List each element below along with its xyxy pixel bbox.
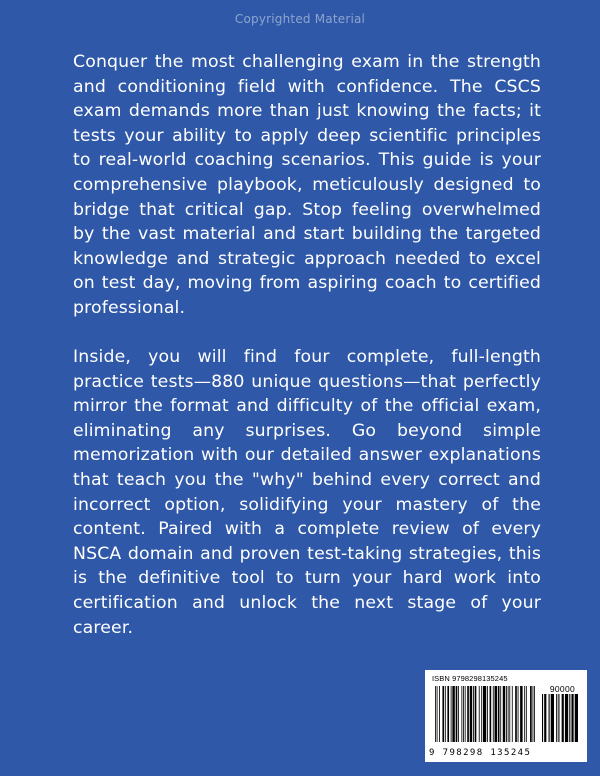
barcode-bar [439, 686, 440, 742]
barcode-bar [556, 694, 557, 742]
barcode-bar [445, 686, 446, 742]
barcode-bar [470, 686, 472, 742]
barcode-bar [526, 686, 527, 742]
barcode-bar [500, 686, 501, 742]
barcode-bar [447, 686, 449, 742]
barcode-bar [512, 686, 513, 742]
barcode-bar [465, 686, 466, 742]
barcode-bar [437, 686, 438, 742]
price-code: 90000 [549, 684, 575, 694]
barcode-bar [498, 686, 500, 742]
barcode-bar [481, 686, 482, 742]
barcode-bar [452, 686, 454, 742]
barcode-bar [483, 686, 486, 742]
barcode-bar [520, 686, 522, 742]
barcode-bar [565, 694, 568, 742]
barcode-bar [495, 686, 497, 742]
barcode-bar [458, 686, 459, 742]
barcode-bar [571, 694, 573, 742]
barcode-bar [515, 686, 517, 742]
barcode-bar [475, 686, 477, 742]
addon-barcode-bars [542, 694, 578, 742]
barcode-bar [558, 694, 559, 742]
ean-barcode-bars [435, 686, 535, 742]
barcode-bar [442, 686, 444, 742]
barcode-bar [487, 686, 488, 742]
barcode-bar [524, 686, 525, 742]
barcode-bar [503, 686, 505, 742]
barcode-bar [456, 686, 458, 742]
barcode-bar [493, 686, 494, 742]
isbn-barcode [425, 670, 587, 762]
barcode-bar [506, 686, 507, 742]
barcode-bar [479, 686, 480, 742]
barcode-bar [451, 686, 452, 742]
barcode-bar [542, 694, 543, 742]
copyright-watermark: Copyrighted Material [234, 12, 366, 26]
barcode-bar [533, 686, 534, 742]
barcode-bar [530, 686, 532, 742]
barcode-bar [575, 694, 578, 742]
barcode-bar [562, 694, 564, 742]
barcode-bar [549, 694, 550, 742]
barcode-bar [534, 686, 535, 742]
barcode-digits: 9 798298 135245 [429, 748, 532, 758]
barcode-bar [518, 686, 519, 742]
barcode-bar [473, 686, 474, 742]
barcode-bar [467, 686, 469, 742]
isbn-label: ISBN 9798298135245 [432, 674, 508, 683]
barcode-bar [544, 694, 546, 742]
barcode-bar [551, 694, 554, 742]
barcode-bar [490, 686, 492, 742]
barcode-bar [463, 686, 464, 742]
barcode-bar [435, 686, 436, 742]
barcode-bar [508, 686, 509, 742]
barcode-bar [569, 694, 570, 742]
barcode-bar [509, 686, 510, 742]
description-paragraph-2: Inside, you will find four complete, full-length practice tests—880 unique questions—that perfectly mirror the format and difficulty of the official exam, eliminating any surprises. Go beyond simple memorization with our detailed answer explanations that teach you the "why" behind every correct and incorrect option, solidifying your mastery of the content. Paired with a complete review of every NSCA domain and proven test-taking strategies, this is the definitive tool to turn your hard work into certification and unlock the next stage of your career. [73, 347, 541, 638]
barcode-bar [461, 686, 462, 742]
description-paragraph-1: Conquer the most challenging exam in the strength and conditioning field with confidence. The CSCS exam demands more than just knowing the facts; it tests your ability to apply deep scientific principles to real-world coaching scenarios. This guide is your comprehensive playbook, meticulously designed to bridge that critical gap. Stop feeling overwhelmed by the vast material and start building the targeted knowledge and strategic approach needed to excel on test day, moving from aspiring coach to certified professional. [73, 52, 541, 318]
